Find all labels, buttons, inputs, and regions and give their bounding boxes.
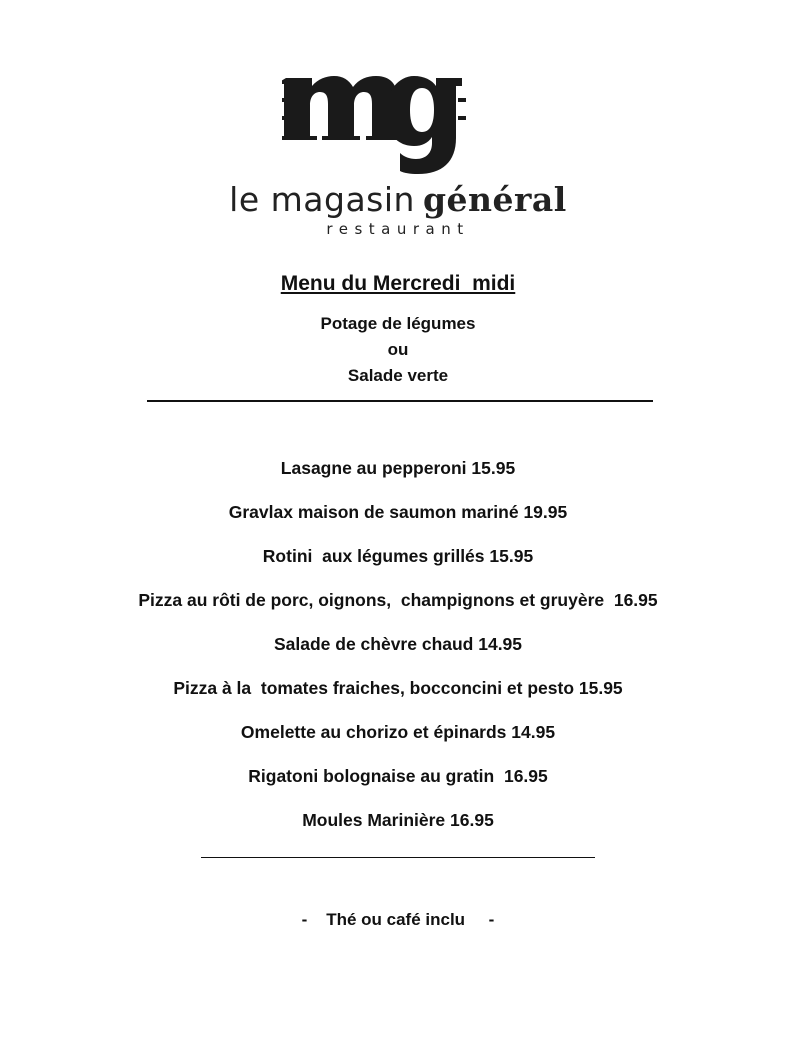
brand-name-light: le magasin [229, 180, 415, 219]
brand-subtitle: restaurant [326, 220, 470, 238]
dish-item: Moules Marinière 16.95 [302, 810, 494, 830]
dish-item: Pizza à la tomates fraiches, bocconcini et pesto 15.95 [173, 678, 623, 698]
dish-item: Salade de chèvre chaud 14.95 [273, 634, 523, 654]
dish-item: Gravlax maison de saumon mariné 19.95 [228, 502, 568, 522]
divider-top [147, 400, 653, 402]
dish-item: Rotini aux légumes grillés 15.95 [262, 546, 534, 566]
brand-name-bold: général [422, 180, 567, 219]
dish-item: Omelette au chorizo et épinards 14.95 [240, 722, 556, 742]
menu-title: Menu du Mercredi midi [280, 272, 516, 295]
starter-item: Salade verte [347, 366, 449, 385]
dish-item: Rigatoni bolognaise au gratin 16.95 [248, 766, 548, 786]
brand-name [0, 180, 796, 220]
starter-separator: ou [387, 340, 409, 359]
dish-item: Pizza au rôti de porc, oignons, champignons et gruyère 16.95 [138, 590, 658, 610]
footer-note: - Thé ou café inclu - [301, 910, 495, 929]
mg-logo-mark [282, 72, 498, 176]
dish-item: Lasagne au pepperoni 15.95 [280, 458, 516, 478]
divider-bottom [201, 857, 595, 858]
starter-item: Potage de légumes [320, 314, 476, 333]
